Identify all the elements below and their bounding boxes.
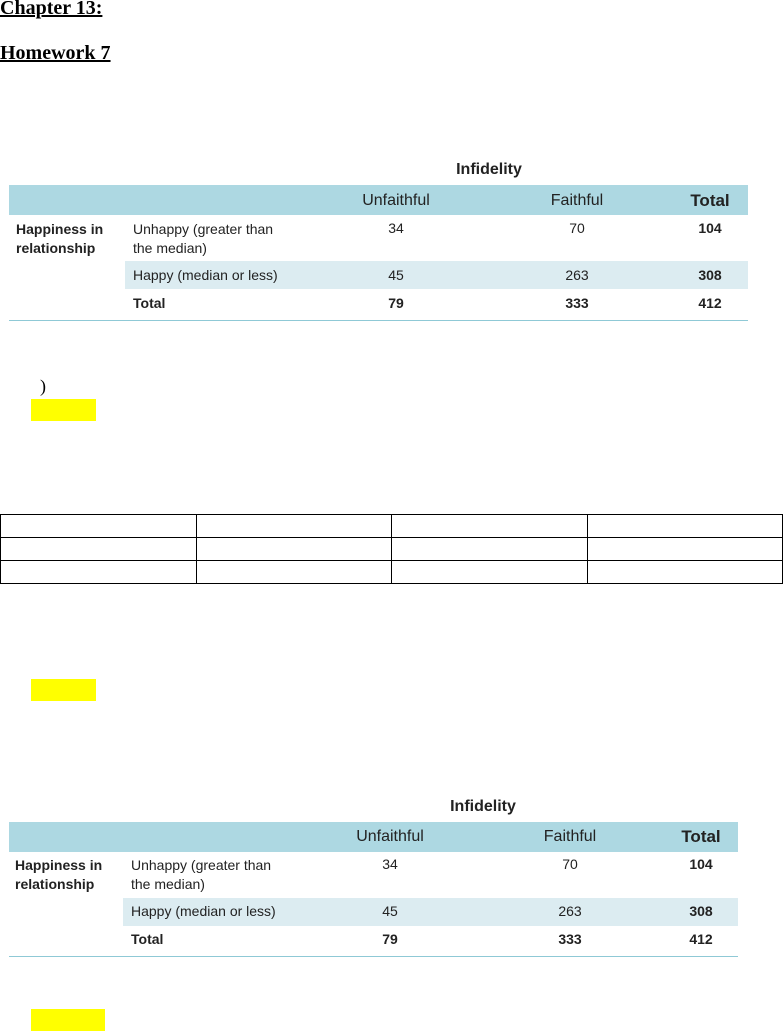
highlight-block-1: [31, 399, 96, 421]
chapter-heading: Chapter 13:: [0, 0, 103, 19]
table-cell[interactable]: [392, 538, 588, 561]
cell-total-total: 412: [689, 931, 713, 947]
cell-unhappy-faithful: 70: [562, 856, 578, 872]
table-cell[interactable]: [587, 515, 783, 538]
cell-happy-total: 308: [698, 267, 722, 283]
highlight-block-3: [31, 1009, 105, 1031]
table-cell[interactable]: [587, 538, 783, 561]
table-cell[interactable]: [196, 561, 392, 584]
table-bottom-rule: [9, 320, 748, 321]
table-row: [1, 538, 783, 561]
cell-unhappy-faithful: 70: [569, 220, 585, 236]
table-cell[interactable]: [1, 515, 197, 538]
homework-heading: Homework 7: [0, 42, 111, 64]
cell-unhappy-total: 104: [689, 856, 713, 872]
highlight-block-2: [31, 679, 96, 701]
col-header-unfaithful: Unfaithful: [356, 828, 424, 845]
row-label-total: Total: [133, 295, 166, 311]
cell-happy-unfaithful: 45: [388, 267, 404, 283]
blank-table: [0, 514, 783, 584]
cell-total-unfaithful: 79: [388, 295, 404, 311]
cell-happy-total: 308: [689, 903, 713, 919]
table-cell[interactable]: [392, 561, 588, 584]
cell-total-faithful: 333: [558, 931, 582, 947]
row-label-unhappy: Unhappy (greater than the median): [133, 221, 274, 256]
cell-unhappy-unfaithful: 34: [382, 856, 398, 872]
table-title: Infidelity: [450, 798, 516, 815]
row-label-total: Total: [131, 931, 164, 947]
paren-mark: ): [40, 376, 46, 396]
table-cell[interactable]: [196, 538, 392, 561]
row-group-label: Happiness in relationship: [16, 221, 104, 256]
cell-happy-unfaithful: 45: [382, 903, 398, 919]
col-header-faithful: Faithful: [543, 828, 597, 845]
row-label-unhappy: Unhappy (greater than the median): [131, 857, 272, 892]
col-header-total: Total: [681, 827, 721, 846]
col-header-faithful: Faithful: [550, 192, 604, 209]
table-cell[interactable]: [1, 538, 197, 561]
row-label-happy: Happy (median or less): [131, 903, 276, 919]
cell-unhappy-total: 104: [698, 220, 722, 236]
cell-total-unfaithful: 79: [382, 931, 398, 947]
table-title: Infidelity: [456, 161, 522, 178]
table-cell[interactable]: [1, 561, 197, 584]
table-row: [1, 561, 783, 584]
table-cell[interactable]: [392, 515, 588, 538]
cell-unhappy-unfaithful: 34: [388, 220, 404, 236]
table-row: [1, 515, 783, 538]
cell-happy-faithful: 263: [565, 267, 589, 283]
table-cell[interactable]: [196, 515, 392, 538]
cell-total-faithful: 333: [565, 295, 589, 311]
row-group-label: Happiness in relationship: [15, 857, 103, 892]
contingency-table-2: [9, 795, 739, 959]
cell-total-total: 412: [698, 295, 722, 311]
table-bottom-rule: [9, 956, 738, 957]
contingency-table-1: [9, 158, 749, 322]
col-header-unfaithful: Unfaithful: [362, 192, 430, 209]
row-label-happy: Happy (median or less): [133, 267, 278, 283]
table-cell[interactable]: [587, 561, 783, 584]
cell-happy-faithful: 263: [558, 903, 582, 919]
col-header-total: Total: [690, 191, 730, 210]
